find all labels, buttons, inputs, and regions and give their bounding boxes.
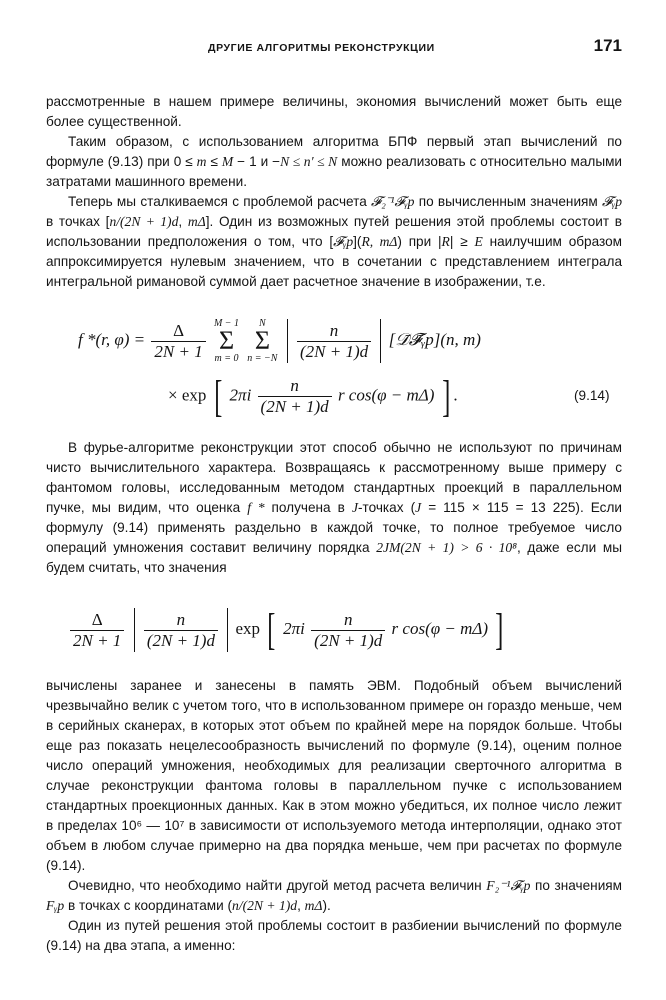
paragraph-7: Один из путей решения этой проблемы состоит в разбиении вычислений по формуле (9.14) на два этапа, а именно: bbox=[46, 918, 622, 953]
bracket-left-factor: [ bbox=[267, 605, 276, 654]
sum-over-n: N Σ n = −N bbox=[247, 318, 278, 364]
abs-bar-right-factor bbox=[227, 608, 228, 652]
fraction-n-factor-2: $\frac{n}{(2N + 1)d}$ bbox=[311, 610, 385, 651]
paragraph-1: рассмотренные в нашем примере величины, экономия вычислений может быть еще более существенной. bbox=[46, 94, 622, 129]
fraction-n-factor: $\frac{n}{(2N + 1)d}$ bbox=[144, 610, 218, 651]
bracket-right: ] bbox=[441, 371, 451, 421]
paragraph-3: Теперь мы сталкиваемся с проблемой расчета 𝓕₂⁻¹𝓕ᵧp по вычисленным значениям 𝓕ᵧp в точках [n/(2N + 1)d, mΔ]. Один из возможных путей решения этой проблемы состоит в использовании предположения о том, что [𝓕ᵧp](R, mΔ) при |R| ≥ E наилучшим образом аппроксимируется нулевым значением, что в сочетании с представлением интеграла интегральной римановой суммой дает расчетное значение в изображении, т.е. bbox=[46, 194, 623, 289]
paragraph-6: Очевидно, что необходимо найти другой метод расчета величин F₂⁻¹𝓕ᵧp по значениям Fᵧp в точках с координатами (n/(2N + 1)d, mΔ). bbox=[46, 878, 622, 913]
fraction-n-2: $\frac{n}{(2N + 1)d}$ bbox=[258, 376, 332, 417]
formula-9-14-line2: × exp [ 2πi $\frac{n}{(2N + 1)d}$ r cos(φ − mΔ) ] . bbox=[168, 371, 458, 421]
page-number: 171 bbox=[593, 36, 622, 55]
abs-bar-right bbox=[380, 319, 381, 363]
bracket-right-factor: ] bbox=[495, 605, 504, 654]
text-block-top bbox=[46, 92, 622, 292]
paragraph-2: Таким образом, с использованием алгоритма БПФ первый этап вычислений по формуле (9.13) при 0 ≤ m ≤ M − 1 и −N ≤ n′ ≤ N можно реализовать с относительно малыми затратами машинного времени. bbox=[46, 134, 623, 189]
text-block-middle bbox=[46, 438, 622, 578]
abs-bar-left bbox=[287, 319, 288, 363]
bracket-left: [ bbox=[213, 371, 222, 421]
running-title: ДРУГИЕ АЛГОРИТМЫ РЕКОНСТРУКЦИИ bbox=[208, 42, 435, 54]
formula-9-14-line1: f *(r, φ) = $\frac{\Delta}{2N + 1}$ M − 1 Σ m = 0 N Σ n = −N $\frac{n}{(2N + 1)d}$ [𝒟̄𝓕̄ᵧp](n, m) bbox=[78, 318, 481, 364]
sum-over-m: M − 1 Σ m = 0 bbox=[213, 318, 240, 364]
equation-number: (9.14) bbox=[574, 388, 610, 403]
page-header bbox=[46, 36, 622, 62]
abs-bar-left-factor bbox=[134, 608, 135, 652]
text-block-bottom bbox=[46, 676, 622, 956]
fraction-n: $\frac{n}{(2N + 1)d}$ bbox=[297, 321, 371, 362]
paragraph-5: вычислены заранее и занесены в память ЭВМ. Подобный объем вычислений чрезвычайно велик с учетом того, что в использованном примере он гораздо меньше, чем в серийных сканерах, в которых этот объем по крайней мере на порядок больше. Чтобы еще раз показать нецелесообразность вычислений по формуле (9.14), оценим полное число операций умножения, необходимых для реализации сверточного алгоритма в случае реконструкции фантома головы в параллельном пучке с использованием стандартных проекционных данных. Как в этом можно убедиться, их полное число лежит в пределах 10⁶ — 10⁷ в зависимости от используемого метода интерполяции, однако этот объем в любом случае примерно на два порядка меньше, чем при расчетах по формуле (9.14). bbox=[46, 678, 622, 873]
formula-factor: $\frac{\Delta}{2N + 1}$ $\frac{n}{(2N + 1)d}$ exp [ 2πi $\frac{n}{(2N + 1)d}$ r cos(φ − mΔ) ] bbox=[68, 608, 507, 652]
fraction-delta-factor: $\frac{\Delta}{2N + 1}$ bbox=[70, 610, 124, 651]
fraction-delta: $\frac{\Delta}{2N + 1}$ bbox=[151, 321, 205, 362]
paragraph-4: В фурье-алгоритме реконструкции этот способ обычно не используют по причинам чисто вычислительного характера. Возвращаясь к рассмотренному выше примеру с фантомом головы, исследованным методом стандартных проекций в параллельном пучке, мы видим, что оценка f * получена в J-точках (J = 115 × 115 = 13 225). Если формулу (9.14) применять раздельно в каждой точке, то полное требуемое число операций умножения составит величину порядка 2JM(2N + 1) > 6 · 10⁸, даже если мы будем считать, что значения bbox=[46, 440, 622, 575]
